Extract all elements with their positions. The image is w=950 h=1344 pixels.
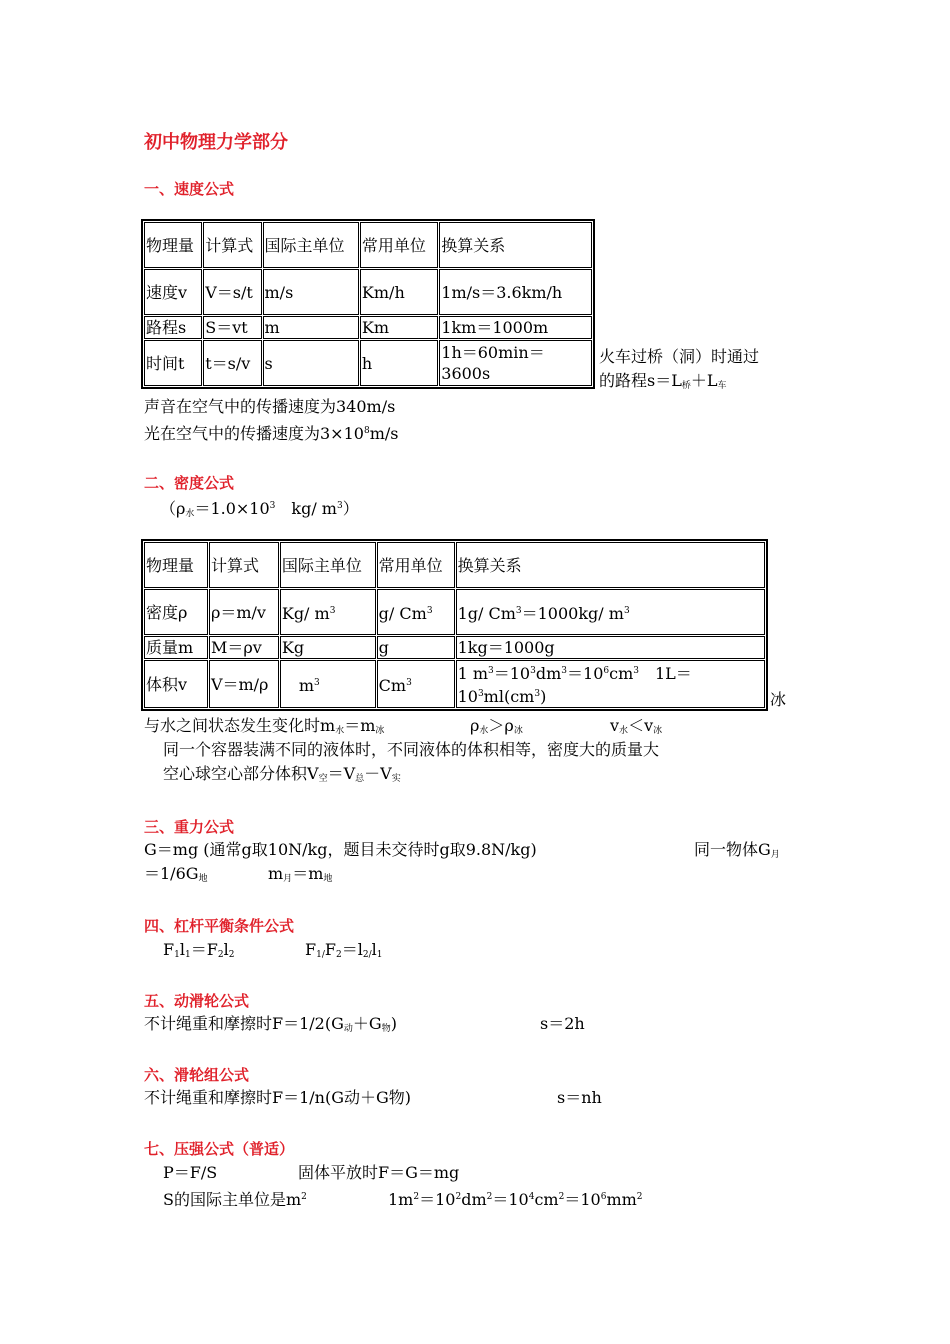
gravity-main-line: G＝mg (通常g取10N/kg，题目未交待时g取9.8N/kg) [144, 840, 537, 859]
table-cell: h [360, 340, 438, 386]
si-area-unit-line [163, 1185, 307, 1212]
subscript: 水 [185, 509, 195, 519]
sound-speed-line: 声音在空气中的传播速度为340m/s [144, 397, 396, 416]
superscript: 2 [301, 1192, 307, 1202]
line-text: 与水之间状态发生变化时m [144, 716, 336, 735]
lever-formula [163, 938, 234, 967]
bridge-note-text: 的路程s＝L [599, 371, 682, 390]
subscript: 2 [217, 950, 224, 960]
bridge-note-plus: ＋L [690, 371, 718, 390]
subscript: 地 [323, 874, 333, 884]
superscript: 3 [406, 677, 412, 688]
superscript: 3 [477, 689, 484, 699]
cell-text: m [298, 675, 315, 695]
line-text: ＝m [344, 716, 376, 735]
water-density-text: ＝1.0×10 [194, 499, 270, 518]
f-symbol: F [305, 940, 317, 959]
heading-pulley-group: 六、滑轮组公式 [144, 1066, 250, 1084]
table-cell [377, 660, 455, 708]
cell-text: ＝1000kg/ m [521, 603, 624, 623]
table-header-row [144, 222, 592, 268]
subscript: 1 [316, 950, 322, 960]
table-cell [280, 589, 376, 635]
table-cell [377, 589, 455, 635]
heading-speed: 一、速度公式 [144, 180, 235, 198]
table-cell: 体积v [144, 660, 208, 708]
line-text: ＝10 [419, 1190, 456, 1209]
line-text: v [610, 716, 620, 735]
superscript: 4 [528, 1192, 535, 1202]
light-speed-line [144, 419, 398, 446]
header-cell: 常用单位 [377, 542, 455, 588]
table-cell [280, 660, 376, 708]
superscript: 3 [329, 605, 336, 616]
subscript: 空 [318, 774, 328, 784]
superscript: 2 [636, 1192, 643, 1202]
table-cell: s [263, 340, 359, 386]
table-cell: V＝m/ρ [209, 660, 279, 708]
density-table [141, 539, 768, 711]
line-text: ＝V [327, 764, 356, 783]
table-cell: g [377, 636, 455, 659]
table-row [144, 340, 592, 386]
heading-gravity: 三、重力公式 [144, 818, 235, 836]
superscript: 3 [515, 605, 522, 616]
line-text: cm [534, 1190, 559, 1209]
same-container-line: 同一个容器装满不同的液体时，不同液体的体积相等，密度大的质量大 [163, 740, 660, 759]
superscript: 3 [488, 666, 494, 676]
superscript: 3 [530, 666, 536, 676]
l-symbol: l [179, 940, 185, 959]
line-text: 不计绳重和摩擦时F＝1/2(G [144, 1014, 344, 1033]
line-text: 1m [388, 1190, 414, 1209]
table-cell: 时间t [144, 340, 202, 386]
subscript: 桥 [681, 381, 691, 391]
header-cell: 换算关系 [439, 222, 592, 268]
ice-word: 冰 [770, 690, 787, 709]
line-text: 空心球空心部分体积V [163, 764, 319, 783]
cell-text: Kg/ m [281, 603, 330, 623]
superscript: 6 [600, 1192, 607, 1202]
equals: ＝ [190, 940, 207, 959]
subscript: 物 [381, 1024, 391, 1034]
table-cell: 速度v [144, 269, 202, 315]
bridge-note-line2 [599, 369, 727, 398]
line-text: ＝m [292, 864, 324, 883]
table-cell: m [263, 316, 359, 339]
subscript: 实 [391, 774, 401, 784]
gravity-moon-note [694, 838, 780, 867]
equals: ＝ [341, 940, 358, 959]
header-cell: 国际主单位 [263, 222, 359, 268]
superscript: 2 [558, 1192, 565, 1202]
superscript: 3 [314, 677, 320, 688]
movable-pulley-distance: s＝2h [540, 1014, 585, 1033]
table-header-row [144, 542, 765, 588]
table-cell: M＝ρv [209, 636, 279, 659]
bridge-note-line1: 火车过桥（洞）时通过 [599, 347, 760, 366]
subscript: / [321, 950, 325, 960]
table-cell: S＝vt [203, 316, 261, 339]
superscript: 2 [413, 1192, 420, 1202]
subscript: 1 [174, 950, 180, 960]
subscript: 2 [336, 950, 342, 960]
light-speed-text: 光在空气中的传播速度为3×10 [144, 424, 364, 443]
subscript: 2 [228, 950, 235, 960]
superscript: 3 [426, 605, 433, 616]
area-conversion [388, 1185, 643, 1212]
l-symbol: l [357, 940, 363, 959]
header-cell: 物理量 [144, 542, 208, 588]
superscript: 3 [269, 501, 276, 511]
table-cell: 路程s [144, 316, 202, 339]
table-cell: V＝s/t [203, 269, 261, 315]
table-cell: Kg [280, 636, 376, 659]
header-cell: 物理量 [144, 222, 202, 268]
table-row [144, 660, 765, 708]
subscript: / [368, 950, 372, 960]
page-title: 初中物理力学部分 [144, 132, 288, 153]
l-symbol: l [223, 940, 229, 959]
cell-text: Cm [378, 675, 407, 695]
subscript: 车 [717, 381, 727, 391]
table-cell: 1km＝1000m [439, 316, 592, 339]
subscript: 水 [335, 726, 345, 736]
header-cell: 国际主单位 [280, 542, 376, 588]
gravity-moon-line [144, 862, 208, 891]
table-row [144, 636, 765, 659]
superscript: 3 [336, 501, 343, 511]
water-density-text: （ρ [160, 499, 186, 518]
f-symbol: F [324, 940, 336, 959]
line-text: S的国际主单位是m [163, 1190, 302, 1209]
superscript: 3 [561, 666, 568, 676]
subscript: 月 [770, 850, 780, 860]
table-cell [456, 660, 765, 708]
water-density-text: kg/ m [275, 499, 337, 518]
table-cell: 1m/s＝3.6km/h [439, 269, 592, 315]
line-text: ＝10 [492, 1190, 529, 1209]
subscript: 冰 [513, 726, 523, 736]
line-text: 同一物体G [694, 840, 771, 859]
hollow-ball-line [163, 762, 401, 791]
table-row [144, 316, 592, 339]
cell-text: ＝10 [567, 664, 604, 683]
superscript: 2 [455, 1192, 462, 1202]
lever-ratio-formula [305, 938, 383, 967]
line-text: m [268, 864, 284, 883]
subscript: 冰 [653, 726, 663, 736]
l-symbol: l [371, 940, 377, 959]
cell-text: g/ Cm [378, 603, 427, 623]
table-cell: 密度ρ [144, 589, 208, 635]
table-cell: Km/h [360, 269, 438, 315]
movable-pulley-formula [144, 1012, 397, 1041]
subscript: 水 [619, 726, 629, 736]
cell-text: 1 m [457, 664, 489, 683]
light-speed-unit: m/s [369, 424, 399, 443]
f-symbol: F [206, 940, 218, 959]
line-text: ＝10 [564, 1190, 601, 1209]
superscript: 8 [363, 426, 370, 436]
f-symbol: F [163, 940, 175, 959]
table-cell: 质量m [144, 636, 208, 659]
line-text: ＝1/6G [144, 864, 199, 883]
subscript: 地 [198, 874, 208, 884]
table-row [144, 269, 592, 315]
subscript: 水 [479, 726, 489, 736]
superscript: 3 [534, 689, 541, 699]
solid-flat-formula: 固体平放时F＝G＝mg [298, 1163, 460, 1182]
cell-text: cm [609, 664, 634, 683]
line-text: ρ [470, 716, 480, 735]
water-density-line [160, 494, 359, 526]
mass-moon-earth [268, 862, 332, 891]
superscript: 3 [623, 605, 630, 616]
superscript: 2 [486, 1192, 493, 1202]
superscript: 6 [603, 666, 610, 676]
line-text: dm [461, 1190, 487, 1209]
cell-text: ) [540, 687, 547, 706]
table-cell: 1kg＝1000g [456, 636, 765, 659]
line-text: －V [364, 764, 392, 783]
heading-density: 二、密度公式 [144, 474, 235, 492]
cell-text: dm [535, 664, 562, 683]
table-cell: m/s [263, 269, 359, 315]
header-cell: 计算式 [203, 222, 261, 268]
table-cell: Km [360, 316, 438, 339]
subscript: 1 [184, 950, 191, 960]
header-cell: 换算关系 [456, 542, 765, 588]
pulley-group-distance: s＝nh [557, 1088, 602, 1107]
table-cell: ρ＝m/v [209, 589, 279, 635]
cell-text: 1L＝10 [457, 664, 692, 706]
header-cell: 常用单位 [360, 222, 438, 268]
line-text: ＞ρ [488, 716, 514, 735]
subscript: 1 [376, 950, 383, 960]
line-text: ) [390, 1014, 397, 1033]
water-density-text: ） [342, 499, 359, 518]
subscript: 动 [343, 1024, 353, 1034]
superscript: 3 [633, 666, 639, 676]
heading-lever: 四、杠杆平衡条件公式 [144, 917, 295, 935]
pulley-group-formula: 不计绳重和摩擦时F＝1/n(G动＋G物) [144, 1088, 412, 1107]
pressure-formula: P＝F/S [163, 1163, 218, 1182]
heading-pressure: 七、压强公式（普适） [144, 1140, 295, 1158]
subscript: 总 [355, 774, 365, 784]
header-cell: 计算式 [209, 542, 279, 588]
line-text: mm [606, 1190, 637, 1209]
table-cell [456, 589, 765, 635]
subscript: 2 [362, 950, 369, 960]
line-text: ＋G [352, 1014, 382, 1033]
subscript: 月 [283, 874, 293, 884]
table-cell: 1h＝60min＝3600s [439, 340, 592, 386]
table-row [144, 589, 765, 635]
cell-text: ml(cm [483, 687, 535, 706]
table-cell: t＝s/v [203, 340, 261, 386]
heading-movable-pulley: 五、动滑轮公式 [144, 992, 250, 1010]
cell-text: ＝10 [493, 664, 531, 683]
cell-text: 1g/ Cm [457, 603, 516, 623]
subscript: 冰 [375, 726, 385, 736]
line-text: ＜v [628, 716, 654, 735]
speed-table [141, 219, 595, 389]
